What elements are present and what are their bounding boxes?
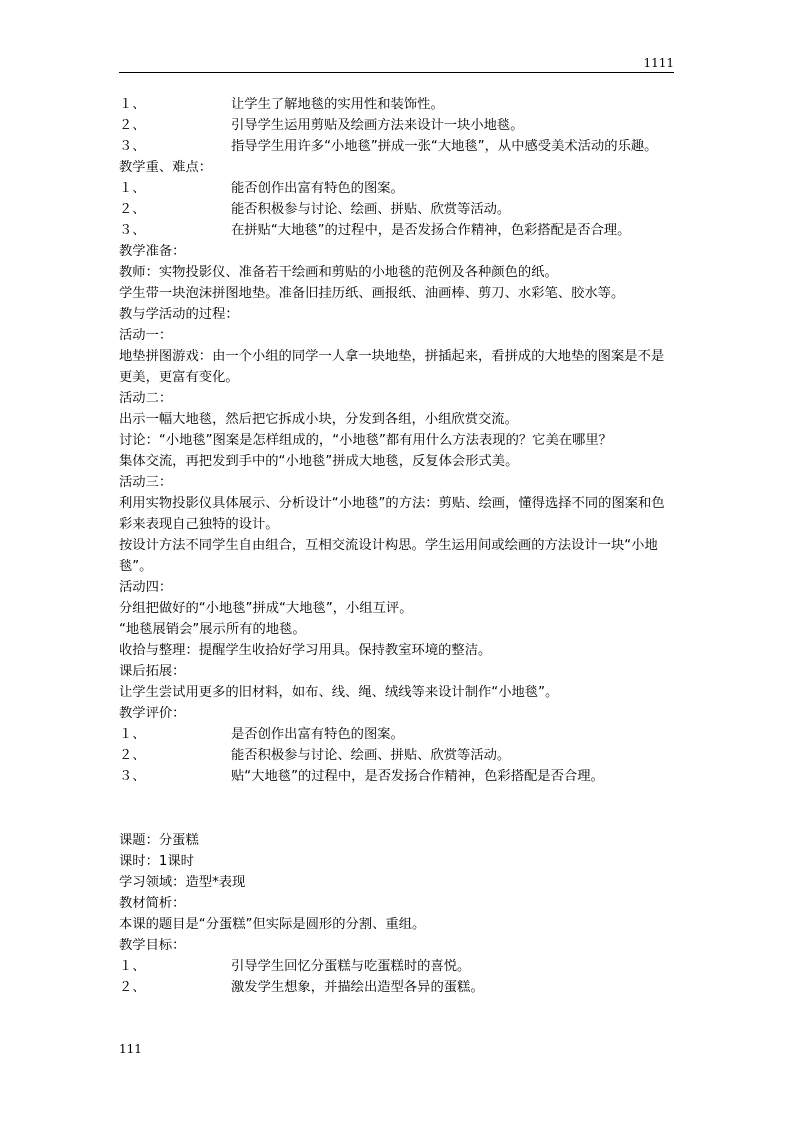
section-heading: 教学评价： [119,706,186,721]
item-text: 能否创作出富有特色的图案。 [231,181,404,196]
section-gap [119,787,675,830]
item-text: 让学生了解地毯的实用性和装饰性。 [231,97,444,112]
paragraph: 分组把做好的“小地毯”拼成“大地毯”，小组互评。 [119,601,413,616]
document-body [119,94,675,998]
item-number: １、 [119,97,146,112]
header-rule [119,72,674,73]
item-text: 在拼贴“大地毯”的过程中，是否发扬合作精神，色彩搭配是否合理。 [231,223,631,238]
keypoint-item [119,178,675,199]
item-text: 指导学生用许多“小地毯”拼成一张“大地毯”，从中感受美术活动的乐趣。 [231,139,658,154]
keypoint-item [119,199,675,220]
item-number: ３、 [119,139,146,154]
section-heading: 教学目标： [119,938,186,953]
footer-page-number: 111 [119,1042,142,1056]
activity-heading: 活动二： [119,391,173,406]
section-heading: 教学重、难点： [119,160,213,175]
paragraph: 讨论：“小地毯”图案是怎样组成的，“小地毯”都有用什么方法表现的？它美在哪里？ [119,433,612,448]
paragraph: 本课的题目是“分蛋糕”但实际是圆形的分割、重组。 [119,917,426,932]
paragraph: 教师：实物投影仪、准备若干绘画和剪贴的小地毯的范例及各种颜色的纸。 [119,265,558,280]
item-number: ３、 [119,769,146,784]
item-number: ２、 [119,202,146,217]
item-number: ２、 [119,980,146,995]
goal-item [119,115,675,136]
keypoint-item [119,220,675,241]
item-number: １、 [119,727,146,742]
activity-heading: 活动一： [119,328,173,343]
paragraph: 出示一幅大地毯，然后把它拆成小块，分发到各组，小组欣赏交流。 [119,412,518,427]
eval-item [119,745,675,766]
paragraph: 收拾与整理：提醒学生收拾好学习用具。保持教室环境的整洁。 [119,643,492,658]
section-heading: 教学准备： [119,244,186,259]
item-text: 是否创作出富有特色的图案。 [231,727,404,742]
lesson-topic: 课题：分蛋糕 [119,833,199,848]
paragraph: “地毯展销会”展示所有的地毯。 [119,622,306,637]
lesson-hours: 课时：1课时 [119,854,194,869]
activity-heading: 活动四： [119,580,173,595]
lesson-area: 学习领域：造型*表现 [119,875,246,890]
item-text: 引导学生回忆分蛋糕与吃蛋糕时的喜悦。 [231,959,471,974]
item-number: ２、 [119,748,146,763]
goal-item [119,136,675,157]
item-text: 引导学生运用剪贴及绘画方法来设计一块小地毯。 [231,118,524,133]
item-number: １、 [119,181,146,196]
paragraph: 按设计方法不同学生自由组合，互相交流设计构思。学生运用间或绘画的方法设计一块“小地毯”。 [119,538,658,574]
item-number: １、 [119,959,146,974]
item-number: ２、 [119,118,146,133]
item-text: 能否积极参与讨论、绘画、拼贴、欣赏等活动。 [231,748,511,763]
eval-item [119,724,675,745]
paragraph: 地垫拼图游戏：由一个小组的同学一人拿一块地垫，拼插起来，看拼成的大地垫的图案是不是更美，更富有变化。 [119,349,665,385]
goal-item [119,977,675,998]
section-heading: 教材简析： [119,896,186,911]
item-text: 能否积极参与讨论、绘画、拼贴、欣赏等活动。 [231,202,511,217]
paragraph: 让学生尝试用更多的旧材料，如布、线、绳、绒线等来设计制作“小地毯”。 [119,685,559,700]
section-heading: 课后拓展： [119,664,186,679]
activity-heading: 活动三： [119,475,173,490]
goal-item [119,956,675,977]
paragraph: 集体交流，再把发到手中的“小地毯”拼成大地毯，反复体会形式美。 [119,454,519,469]
goal-item [119,94,675,115]
paragraph: 利用实物投影仪具体展示、分析设计“小地毯”的方法：剪贴、绘画，懂得选择不同的图案和色彩来表现自己独特的设计。 [119,496,665,532]
eval-item [119,766,675,787]
header-page-number: 1111 [643,56,674,70]
item-text: 贴“大地毯”的过程中，是否发扬合作精神，色彩搭配是否合理。 [231,769,604,784]
section-heading: 教与学活动的过程： [119,307,239,322]
item-number: ３、 [119,223,146,238]
item-text: 激发学生想象，并描绘出造型各异的蛋糕。 [231,980,484,995]
paragraph: 学生带一块泡沫拼图地垫。准备旧挂历纸、画报纸、油画棒、剪刀、水彩笔、胶水等。 [119,286,625,301]
